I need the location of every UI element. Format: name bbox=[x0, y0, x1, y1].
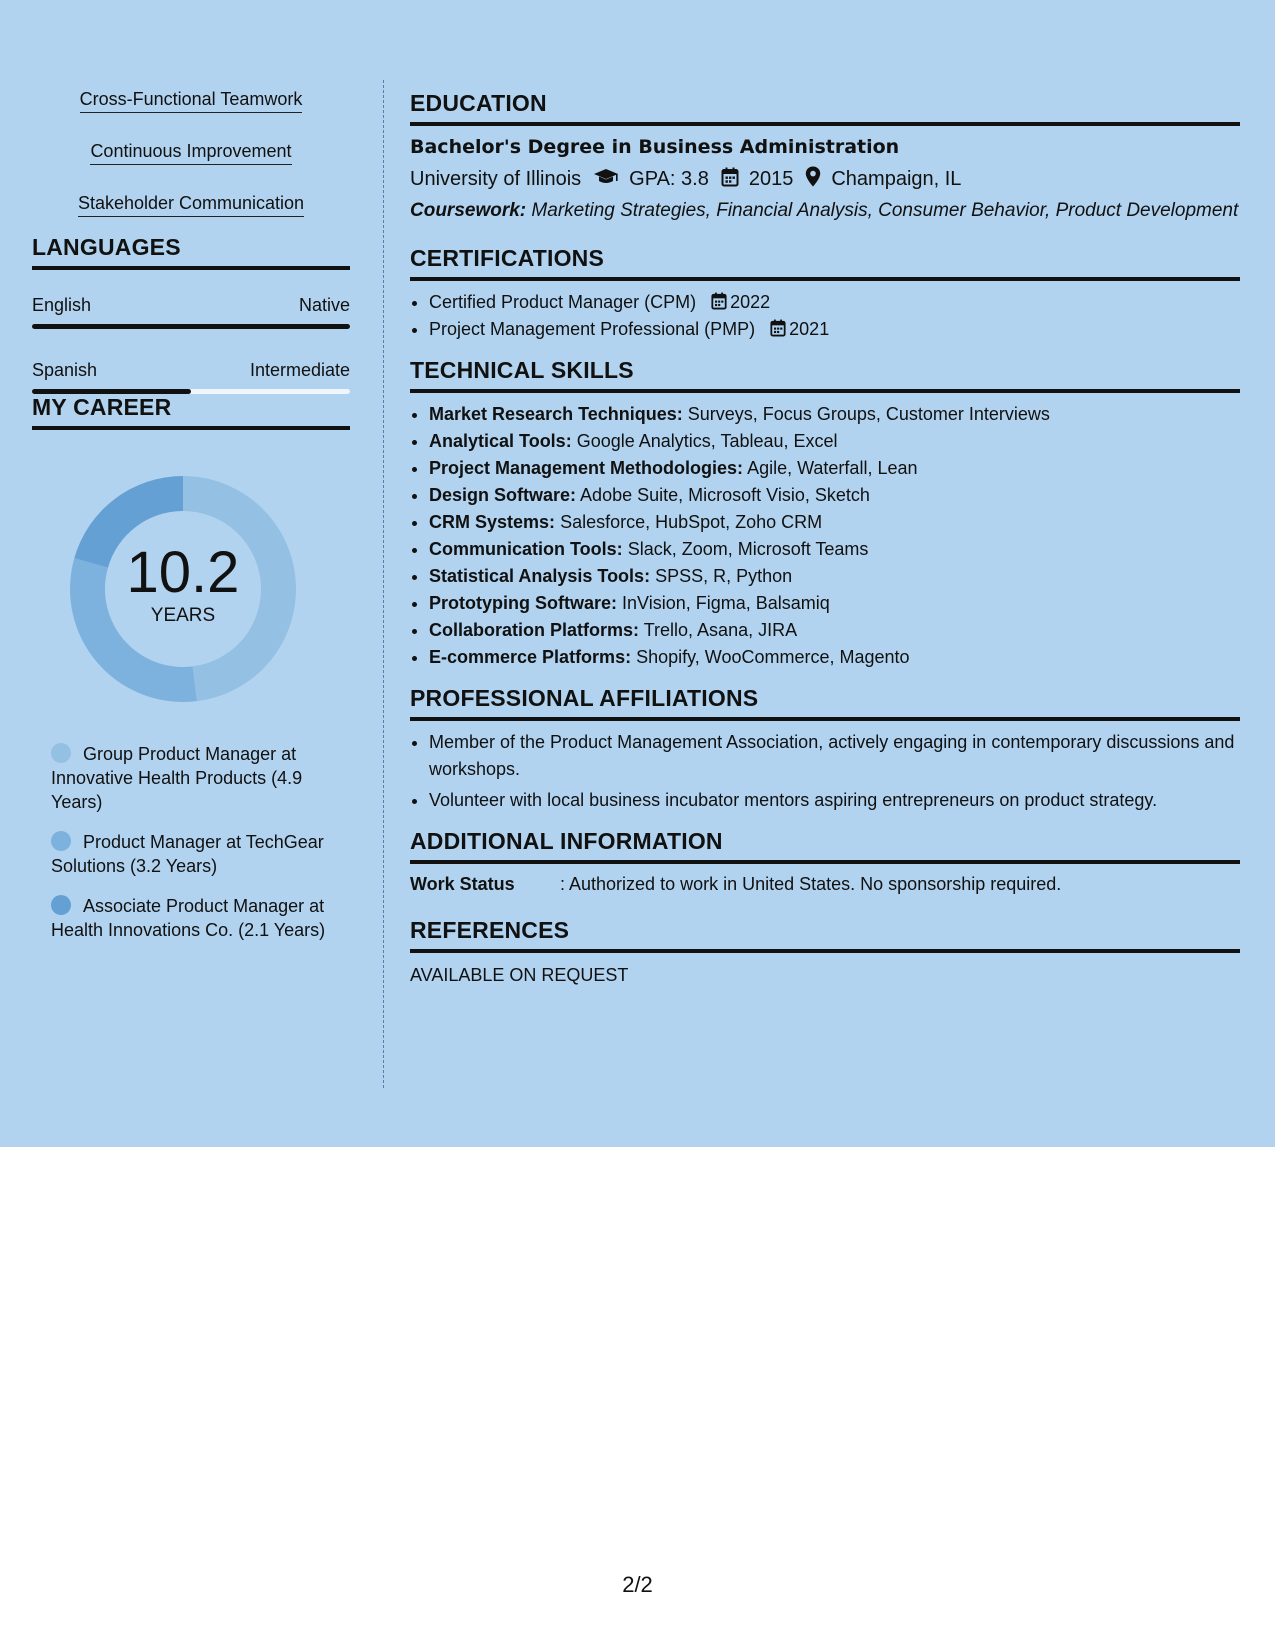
education-location: Champaign, IL bbox=[831, 168, 962, 190]
certification-name: Project Management Professional (PMP) bbox=[429, 319, 756, 339]
education-gpa: GPA: 3.8 bbox=[629, 168, 709, 190]
calendar-icon bbox=[770, 319, 786, 337]
education-school: University of Illinois bbox=[410, 168, 582, 190]
affiliations-section bbox=[410, 685, 1240, 814]
donut-center bbox=[58, 464, 308, 714]
career-legend-item bbox=[51, 830, 341, 878]
education-section bbox=[410, 90, 1240, 223]
legend-dot-icon bbox=[51, 743, 71, 763]
skill-value: Agile, Waterfall, Lean bbox=[747, 458, 918, 478]
skill-value: SPSS, R, Python bbox=[655, 566, 793, 586]
list-item: • Volunteer with local business incubator mentors aspiring entrepreneurs on product strategy. bbox=[429, 787, 1240, 814]
skill-label: Project Management Methodologies: bbox=[429, 458, 744, 478]
education-year: 2015 bbox=[748, 168, 794, 190]
graduation-cap-icon bbox=[593, 168, 619, 192]
language-bar bbox=[32, 324, 350, 329]
work-status-row bbox=[410, 874, 1240, 895]
language-bar-fill bbox=[32, 389, 191, 394]
list-item bbox=[429, 455, 1240, 482]
language-name: English bbox=[32, 295, 92, 315]
certification-date bbox=[770, 319, 829, 339]
work-status-value: : Authorized to work in United States. No sponsorship required. bbox=[560, 874, 1062, 894]
list-item bbox=[429, 482, 1240, 509]
technical-skills-heading: TECHNICAL SKILLS bbox=[410, 357, 1240, 393]
coursework-label: Coursework: bbox=[410, 200, 527, 221]
column-divider bbox=[383, 80, 384, 1088]
references-heading: REFERENCES bbox=[410, 917, 1240, 953]
list-item bbox=[429, 289, 1240, 316]
list-item bbox=[429, 509, 1240, 536]
education-heading: EDUCATION bbox=[410, 90, 1240, 126]
career-role-label: Associate Product Manager at Health Innovations Co. (2.1 Years) bbox=[51, 896, 326, 940]
career-donut-chart bbox=[58, 464, 308, 714]
list-item bbox=[429, 617, 1240, 644]
languages-heading: LANGUAGES bbox=[32, 234, 350, 270]
language-item bbox=[32, 359, 350, 394]
list-item bbox=[429, 536, 1240, 563]
language-bar-fill bbox=[32, 324, 350, 329]
certifications-section bbox=[410, 245, 1240, 343]
list-item bbox=[429, 644, 1240, 671]
skill-value: Salesforce, HubSpot, Zoho CRM bbox=[560, 512, 823, 532]
skill-value: InVision, Figma, Balsamiq bbox=[622, 593, 830, 613]
career-legend-item bbox=[51, 894, 341, 942]
legend-dot-icon bbox=[51, 831, 71, 851]
certification-year: 2022 bbox=[730, 292, 771, 312]
language-level: Native bbox=[298, 295, 350, 315]
additional-info-heading: ADDITIONAL INFORMATION bbox=[410, 828, 1240, 864]
references-section bbox=[410, 917, 1240, 986]
skill-label: Analytical Tools: bbox=[429, 431, 572, 451]
affiliations-heading: PROFESSIONAL AFFILIATIONS bbox=[410, 685, 1240, 721]
certification-name: Certified Product Manager (CPM) bbox=[429, 292, 697, 312]
certifications-heading: CERTIFICATIONS bbox=[410, 245, 1240, 281]
career-role-label: Product Manager at TechGear Solutions (3.2 Years) bbox=[51, 832, 324, 876]
skill-label: Communication Tools: bbox=[429, 539, 623, 559]
strength-item: Continuous Improvement bbox=[90, 140, 291, 165]
coursework-text: Marketing Strategies, Financial Analysis, Consumer Behavior, Product Development bbox=[531, 200, 1239, 221]
skill-value: Trello, Asana, JIRA bbox=[643, 620, 798, 640]
strengths-list bbox=[32, 78, 350, 234]
career-role-label: Group Product Manager at Innovative Health Products (4.9 Years) bbox=[51, 744, 303, 812]
technical-skills-section bbox=[410, 357, 1240, 671]
list-item bbox=[429, 401, 1240, 428]
skill-label: Collaboration Platforms: bbox=[429, 620, 640, 640]
page-number: 2/2 bbox=[622, 1572, 653, 1597]
list-item bbox=[429, 590, 1240, 617]
skill-label: Statistical Analysis Tools: bbox=[429, 566, 651, 586]
legend-dot-icon bbox=[51, 895, 71, 915]
certification-year: 2021 bbox=[789, 319, 830, 339]
left-column bbox=[32, 78, 350, 958]
list-item bbox=[429, 563, 1240, 590]
education-details bbox=[410, 166, 1240, 193]
affiliations-list bbox=[410, 729, 1240, 814]
work-status-label: Work Status bbox=[410, 874, 515, 894]
map-pin-icon bbox=[805, 166, 821, 193]
language-level: Intermediate bbox=[249, 360, 350, 380]
skill-value: Surveys, Focus Groups, Customer Interviews bbox=[687, 404, 1050, 424]
education-degree: Bachelor's Degree in Business Administration bbox=[410, 136, 900, 158]
right-column bbox=[410, 90, 1240, 1000]
skill-label: Market Research Techniques: bbox=[429, 404, 683, 424]
strength-item: Stakeholder Communication bbox=[78, 192, 304, 217]
skill-label: Design Software: bbox=[429, 485, 577, 505]
skill-label: CRM Systems: bbox=[429, 512, 556, 532]
skill-value: Shopify, WooCommerce, Magento bbox=[636, 647, 910, 667]
skill-value: Adobe Suite, Microsoft Visio, Sketch bbox=[580, 485, 870, 505]
list-item bbox=[429, 316, 1240, 343]
list-item: • Member of the Product Management Association, actively engaging in contemporary discussions and workshops. bbox=[429, 729, 1240, 783]
calendar-icon bbox=[721, 167, 739, 193]
skill-value: Google Analytics, Tableau, Excel bbox=[576, 431, 838, 451]
calendar-icon bbox=[711, 292, 727, 310]
skill-value: Slack, Zoom, Microsoft Teams bbox=[627, 539, 869, 559]
references-text: AVAILABLE ON REQUEST bbox=[410, 965, 629, 985]
language-bar bbox=[32, 389, 350, 394]
language-name: Spanish bbox=[32, 360, 98, 380]
additional-info-section bbox=[410, 828, 1240, 895]
career-legend bbox=[51, 742, 341, 942]
certifications-list bbox=[410, 289, 1240, 343]
career-heading: MY CAREER bbox=[32, 394, 350, 430]
list-item bbox=[429, 428, 1240, 455]
career-years-unit: YEARS bbox=[150, 605, 216, 626]
education-coursework bbox=[410, 199, 1240, 223]
technical-skills-list bbox=[410, 401, 1240, 671]
career-total-years: 10.2 bbox=[126, 540, 240, 605]
career-legend-item bbox=[51, 742, 341, 814]
skill-label: Prototyping Software: bbox=[429, 593, 617, 613]
strength-item: Cross-Functional Teamwork bbox=[80, 88, 303, 113]
certification-date bbox=[711, 292, 770, 312]
skill-label: E-commerce Platforms: bbox=[429, 647, 632, 667]
language-item bbox=[32, 294, 350, 329]
